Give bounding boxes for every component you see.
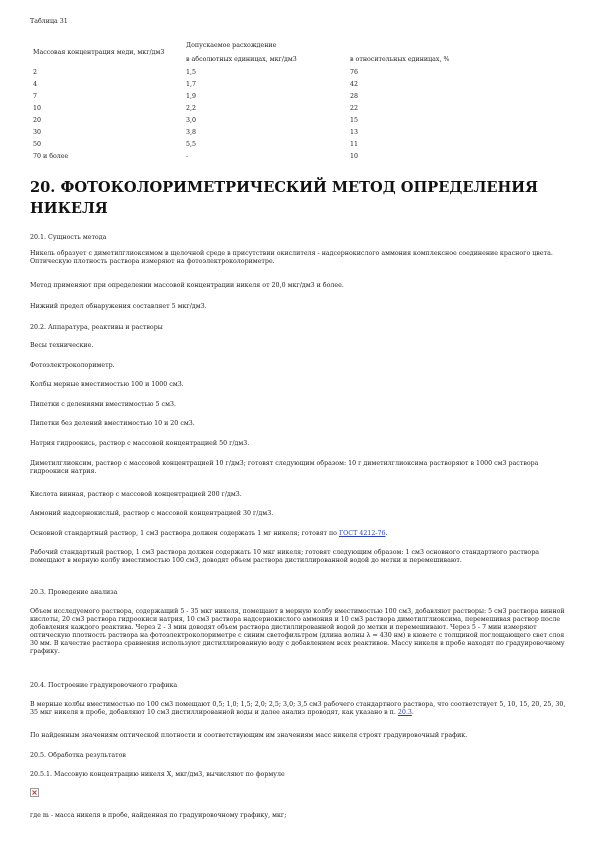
table-cell: 1,7 xyxy=(186,81,197,88)
paragraph: Пипетки с делениями вместимостью 5 см3. xyxy=(30,401,176,408)
table-cell: 20 xyxy=(33,117,42,124)
table-cell: 7 xyxy=(33,93,38,100)
table-header-tolerance: Допускаемое расхождение xyxy=(186,42,277,49)
table-cell: 10 xyxy=(350,153,359,160)
table-cell: 3,8 xyxy=(186,129,197,136)
paragraph-text: . xyxy=(385,530,388,537)
table-header-absolute: в абсолютных единицах, мкг/дм3 xyxy=(186,56,297,63)
table-cell: 4 xyxy=(33,81,38,88)
table-header-relative: в относительных единицах, % xyxy=(350,56,450,63)
gost-link[interactable]: ГОСТ 4212-76 xyxy=(338,530,386,537)
table-cell: 11 xyxy=(350,141,359,148)
subsection-title: 20.2. Аппаратура, реактивы и растворы xyxy=(30,324,163,331)
table-cell: 3,0 xyxy=(186,117,197,124)
paragraph: Пипетки без делений вместимостью 10 и 20 см3. xyxy=(30,420,195,427)
table-cell: 13 xyxy=(350,129,359,136)
paragraph: Весы технические. xyxy=(30,342,94,349)
table-cell: 15 xyxy=(350,117,359,124)
subsection-title: 20.1. Сущность метода xyxy=(30,234,107,241)
paragraph-text: Основной стандартный раствор, 1 см3 раствора должен содержать 1 мг никеля; готовят по xyxy=(30,530,339,537)
paragraph: 20.5.1. Массовую концентрацию никеля Х, мкг/дм3, вычисляют по формуле xyxy=(30,771,285,778)
table-cell: 2,2 xyxy=(186,105,197,112)
paragraph: Объем исследуемого раствора, содержащий 5 - 35 мкг никеля, помещают в мерную колбу вместимостью 100 см3, добавляют растворы: 5 см3 раствора винной кислоты, 20 см3 раствора гидроокиси натрия, 10 см3 раствора надсернокислого аммония и 10 см3 раствора диметилглиоксима, перемешивая раствор после добавления каждого реактива. Через 2 - 3 мин доводят объем раствора дистиллированной водой до метки и перемешивают. Через 5 - 7 мин измеряют оптическую плотность раствора на фотоэлектроколориметре с синим светофильтром (длина волны λ = 430 нм) в кювете с толщиной поглощающего свет слоя 30 мм. В качестве раствора сравнения используют дистиллированную воду с добавлением всех реактивов. Массу никеля в пробе находят по градуировочному графику. xyxy=(30,608,565,655)
paragraph: Никель образует с диметилглиоксимом в щелочной среде в присутствии окислителя - надсернокислого аммония комплексное соединение красного цвета. Оптическую плотность раствора измеряют на фотоэлектроколориметре. xyxy=(30,250,553,265)
broken-image-icon xyxy=(30,788,39,797)
paragraph: Кислота винная, раствор с массовой концентрацией 200 г/дм3. xyxy=(30,491,242,498)
table-cell: 1,5 xyxy=(186,69,197,76)
table-cell: 5,5 xyxy=(186,141,197,148)
section-link[interactable]: 20.3 xyxy=(397,709,412,716)
table-cell: 10 xyxy=(33,105,42,112)
broken-image-cross-icon xyxy=(32,790,37,795)
paragraph: Метод применяют при определении массовой концентрации никеля от 20,0 мкг/дм3 и более. xyxy=(30,282,344,289)
paragraph: Диметилглиоксим, раствор с массовой концентрацией 10 г/дм3; готовят следующим образом: 10 г диметилглиоксима растворяют в 1000 см3 раствора гидроокиси натрия. xyxy=(30,460,539,475)
table-cell: 76 xyxy=(350,69,359,76)
subsection-title: 20.5. Обработка результатов xyxy=(30,752,126,759)
paragraph: По найденным значениям оптической плотности и соответствующим им значениям масс никеля строят градуировочный график. xyxy=(30,732,468,739)
table-cell: - xyxy=(186,153,189,160)
paragraph-text: . xyxy=(411,709,414,716)
subsection-title: 20.4. Построение градуировочного графика xyxy=(30,682,178,689)
paragraph: Аммоний надсернокислый, раствор с массовой концентрацией 30 г/дм3. xyxy=(30,510,274,517)
table-cell: 1,9 xyxy=(186,93,197,100)
paragraph: Колбы мерные вместимостью 100 и 1000 см3. xyxy=(30,381,184,388)
paragraph xyxy=(30,701,568,717)
table-header-concentration: Массовая концентрация меди, мкг/дм3 xyxy=(33,49,165,56)
table-cell: 42 xyxy=(350,81,359,88)
table-cell: 70 и более xyxy=(33,153,69,160)
table-cell: 2 xyxy=(33,69,38,76)
table-cell: 50 xyxy=(33,141,42,148)
table-cell: 22 xyxy=(350,105,359,112)
paragraph-text: В мерные колбы вместимостью по 100 см3 помещают 0,5; 1,0; 1,5; 2,0; 2,5; 3,0; 3,5 см3 рабочего стандартного раствора, что соответствует 5, 10, 15, 20, 25, 30, 35 мкг никеля в пробе, добавляют 10 см3 дистиллированной воды и далее анализ проводят, как указано в п. xyxy=(30,701,566,716)
table-caption: Таблица 31 xyxy=(30,18,68,25)
paragraph: Рабочий стандартный раствор, 1 см3 раствора должен содержать 10 мкг никеля; готовят следующим образом: 1 см3 основного стандартного раствора помещают в мерную колбу вместимостью 100 см3, доводят объем раствора дистиллированной водой до метки и перемешивают. xyxy=(30,549,539,564)
table-cell: 28 xyxy=(350,93,359,100)
paragraph: где m - масса никеля в пробе, найденная по градуировочному графику, мкг; xyxy=(30,812,287,819)
subsection-title: 20.3. Проведение анализа xyxy=(30,589,118,596)
table-cell: 30 xyxy=(33,129,42,136)
section-heading: 20. ФОТОКОЛОРИМЕТРИЧЕСКИЙ МЕТОД ОПРЕДЕЛЕНИЯ НИКЕЛЯ xyxy=(30,179,538,217)
paragraph: Фотоэлектроколориметр. xyxy=(30,362,115,369)
paragraph xyxy=(30,530,388,538)
paragraph: Нижний предел обнаружения составляет 5 мкг/дм3. xyxy=(30,303,207,310)
paragraph: Натрия гидроокись, раствор с массовой концентрацией 50 г/дм3. xyxy=(30,440,250,447)
